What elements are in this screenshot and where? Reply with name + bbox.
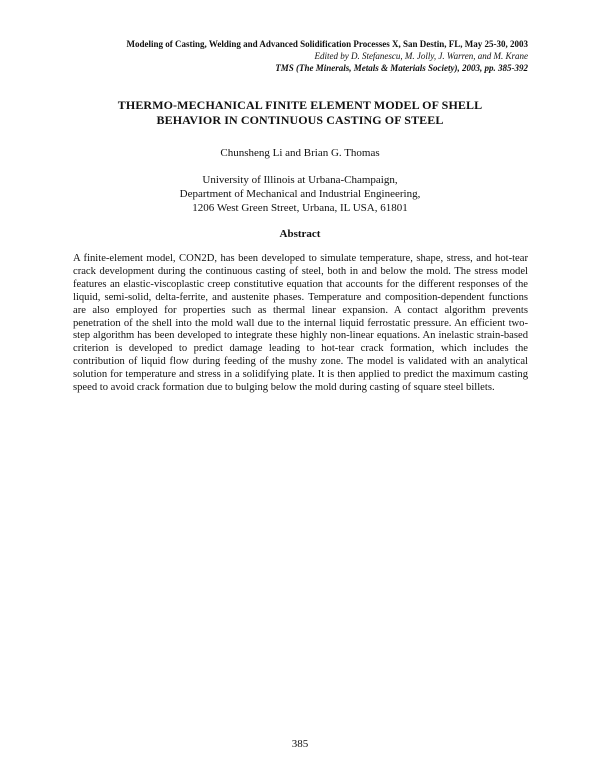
affiliation-line-3: 1206 West Green Street, Urbana, IL USA, 61801: [192, 202, 408, 214]
paper-title-line-2: BEHAVIOR IN CONTINUOUS CASTING OF STEEL: [156, 113, 444, 127]
abstract-heading: Abstract: [279, 228, 321, 240]
publisher-line: TMS (The Minerals, Metals & Materials Society), 2003, pp. 385-392: [275, 63, 528, 73]
editors-line: Edited by D. Stefanescu, M. Jolly, J. Warren, and M. Krane: [314, 51, 528, 61]
abstract-body: A finite-element model, CON2D, has been developed to simulate temperature, shape, stress, and hot-tear crack development during the continuous casting of steel, both in and below the mold. The stress model features an elastic-viscoplastic creep constitutive equation that accounts for the different responses of the liquid, semi-solid, delta-ferrite, and austenite phases. Temperature and composition-dependent functions are also employed for properties such as thermal linear expansion. A contact algorithm prevents penetration of the shell into the mold wall due to the internal liquid ferrostatic pressure. An efficient two-step algorithm has been developed to integrate these highly non-linear equations. An inelastic strain-based criterion is developed to predict damage leading to hot-tear crack formation, which includes the contribution of liquid flow during feeding of the mushy zone. The model is validated with an analytical solution for temperature and stress in a solidifying plate. It is then applied to predict the maximum casting speed to avoid crack formation due to bulging below the mold during casting of square steel billets.: [73, 253, 528, 394]
affiliation-line-2: Department of Mechanical and Industrial Engineering,: [179, 188, 421, 200]
authors: Chunsheng Li and Brian G. Thomas: [220, 147, 380, 159]
paper-title: [60, 98, 540, 128]
conference-header: [127, 38, 528, 74]
conference-header-line: Modeling of Casting, Welding and Advanced Solidification Processes X, San Destin, FL, May 25-30, 2003: [126, 39, 528, 49]
affiliation-line-1: University of Illinois at Urbana-Champaign,: [202, 174, 398, 186]
page-number: 385: [291, 738, 309, 750]
paper-title-line-1: THERMO-MECHANICAL FINITE ELEMENT MODEL OF SHELL: [117, 98, 483, 112]
affiliation: [60, 173, 540, 215]
